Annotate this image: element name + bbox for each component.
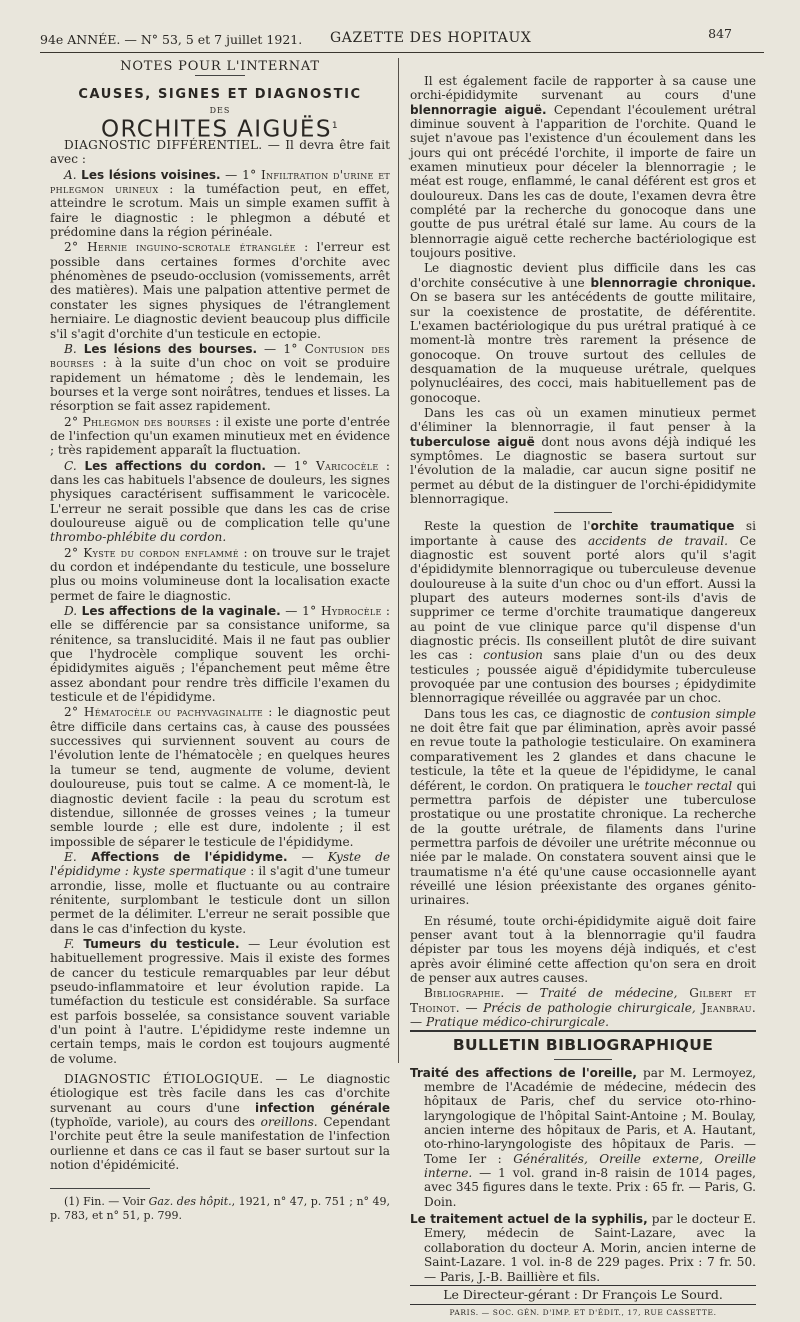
biblio-dash-3: — — [410, 1015, 426, 1029]
r4-italic-2: contusion — [483, 648, 543, 663]
entry1-text: par M. Lermoyez, membre de l'Académie de médecine, médecin des hôpitaux de Paris, chef du service oto-rhino-laryngologique de l'hôpital Saint-Antoine ; M. Boulay, ancien interne des hôpitaux de Paris, et A. Hautant, oto-rhino-laryngologiste des hôpitaux de Paris. — Tome Ier : — [424, 1065, 756, 1166]
b2-text: : il existe une porte d'entrée de l'infection qu'un examen minutieux met en évidence ; très rapidement apparaît la fluctuation. — [50, 414, 390, 458]
b2-label: 2° Phlegmon des bourses — [64, 414, 212, 429]
a1-label: — 1° Infiltration d'urine et phlegmon urineux — [50, 167, 391, 197]
paragraph-e — [50, 850, 390, 936]
d-letter: D. — [64, 604, 78, 619]
footnote — [50, 1195, 390, 1223]
printer-line: PARIS. — SOC. GÉN. D'IMP. ET D'ÉDIT., 17, RUE CASSETTE. — [449, 1308, 717, 1318]
paragraph-r1 — [410, 74, 756, 260]
biblio-label: Bibliographie. — [424, 986, 505, 1001]
d2-label: 2° Hématocèle ou pachyvaginalite — [64, 705, 264, 720]
b1-text: : à la suite d'un choc on voit se produire rapidement un hématome ; dès le lendemain, les bourses et la verge sont noirâtres, tendues et lisses. La résorption se fait assez rapidement. — [50, 356, 390, 414]
a2-text: : l'erreur est possible dans certaines formes d'orchite avec phénomènes de pseudo-occlusion (vomissements, arrêt des matières). Mais une palpation attentive permet de constater les signes physiques de l'étranglement herniaire. Le diagnostic devient beaucoup plus difficile s'il s'agit d'orchite d'un testicule en ectopie. — [50, 240, 390, 341]
paragraph-r5 — [410, 707, 756, 908]
e-italic: Kyste de l'épididyme : kyste spermatique — [50, 849, 390, 879]
footnote-italic: Gaz. des hôpit. — [148, 1195, 232, 1209]
footnote-text1: (1) Fin. — Voir — [64, 1195, 149, 1209]
d1-text: : elle se différencie par sa consistance uniforme, sa rénitence, sa translucidité. Mais il ne faut pas oublier que l'hydrocèle complique souvent les orchi-épididymites aiguës ; l'épanchement peut même être assez abondant pour rendre très difficile l'examen du testicule et de l'épididyme. — [50, 604, 390, 705]
r4-italic-1: accidents de travail. — [587, 533, 728, 548]
etio-italic: oreillons. — [260, 1115, 318, 1130]
director-line: Le Directeur-gérant : Dr François Le Sourd. — [410, 1285, 756, 1305]
e-letter: E. — [64, 849, 77, 864]
r5-text-a: Dans tous les cas, ce diagnostic de — [424, 706, 651, 721]
title-text: ORCHITES AIGUËS — [100, 116, 332, 143]
a2-label: 2° Hernie inguino-scrotale étranglée — [64, 240, 296, 255]
r1-text-a: Il est également facile de rapporter à sa cause une orchi-épididymite survenant au cours d'une — [410, 74, 756, 103]
etio-text2: (typhoïde, variole), au cours des — [50, 1115, 261, 1130]
paragraph-r3 — [410, 406, 756, 506]
paragraph-r2 — [410, 261, 756, 404]
biblio-dash-2: — — [459, 1000, 484, 1015]
r5-italic-2: toucher rectal — [644, 778, 733, 793]
paragraph-a — [50, 168, 390, 240]
entry1-title: Traité des affections de l'oreille, — [410, 1065, 637, 1080]
bulletin-entry-1 — [410, 1066, 756, 1209]
paragraph-b2 — [50, 415, 390, 458]
c-title: Les affections du cordon. — [76, 458, 266, 473]
etio-label: DIAGNOSTIC ÉTIOLOGIQUE. — [64, 1072, 264, 1087]
page-number: 847 — [708, 26, 732, 41]
footnote-text2: , 1921, n° 47, p. 751 ; n° 49, p. 783, et n° 51, p. 799. — [50, 1195, 391, 1223]
r4-text-b: si importante à cause des — [410, 519, 756, 548]
r5-italic-1: contusion simple — [650, 706, 756, 721]
r5-text-c: qui permettra parfois de dépister une tuberculose prostatique ou une prostatite chronique. La recherche de la goutte urétrale, de filaments dans l'urine permettra parfois de dévoiler une urétrite méconnue ou niée par le malade. On constatera souvent ainsi que le traumatisme n'a été qu'une cause occasionnelle ayant réveillé une lésion préexistante des organes génito-urinaires. — [410, 778, 756, 908]
paragraph-r4 — [410, 519, 756, 705]
d2-text: : le diagnostic peut être difficile dans certains cas, à cause des poussées successives qui surviennent souvent au cours de l'évolution lente de l'hématocèle ; en quelques heures la tumeur se tend, augmente de volume, devient douloureuse, puis tout se calme. A ce moment-là, le diagnostic devient facile : la peau du scrotum est distendue, sillonnée de grosses veines ; la tumeur semble lourde ; elle est dure, indolente ; il est impossible de séparer le testicule de l'épididyme. — [50, 705, 390, 849]
short-rule — [195, 75, 245, 76]
right-column — [410, 60, 756, 1322]
section-kicker: NOTES POUR L'INTERNAT — [120, 59, 320, 74]
f-title: Tumeurs du testicule. — [74, 936, 240, 951]
e-text: : il s'agit d'une tumeur arrondie, lisse, molle et fluctuante ou au contraire rénitente, surplombant le testicule dont un sillon permet de la délimiter. L'erreur ne serait possible que dans le cas d'infection du kyste. — [50, 864, 390, 936]
c1-italic: thrombo-phlébite du cordon. — [50, 530, 227, 545]
b1-label: — 1° Contusion des bourses — [50, 341, 390, 371]
r5-text-b: ne doit être fait que par élimination, après avoir passé en revue toute la pathologie testiculaire. On examinera comparativement les 2 glandes et dans chacune le testicule, la tête et la queue de l'épididyme, le canal déférent, le cordon. On pratiquera le — [410, 721, 756, 793]
r2-text-b: On se basera sur les antécédents de goutte militaire, sur la coexistence de prostatite, de déférentite. L'examen bactériologique du pus urétral pratiqué à ce moment-là montre très rarement la présence de gonocoque. On trouve surtout des cellules de desquamation de la muqueuse urétrale, quelques polynucléaires, des cocci, mais habituellement pas de gonocoque. — [410, 290, 756, 405]
bulletin-heading: BULLETIN BIBLIOGRAPHIQUE — [410, 1030, 756, 1052]
paragraph-a2 — [50, 240, 390, 340]
running-header — [40, 26, 772, 48]
title-footnote-mark: 1 — [331, 121, 339, 132]
biblio-title-2: Précis de pathologie chirurgicale, — [483, 1000, 696, 1015]
entry2-text: par le docteur E. Emery, médecin de Saint-Lazare, avec la collaboration du docteur A. Morin, ancien interne de Saint-Lazare. 1 vol. in-8 de 229 pages. Prix : 7 fr. 50. — Paris, J.-B. Baillière et fils. — [424, 1212, 756, 1284]
r4-text-a: Reste la question de l' — [424, 519, 591, 534]
c1-text: : dans les cas habituels l'absence de douleurs, les signes physiques caractérisent suffisamment le varicocèle. L'erreur ne serait possible que dans les cas de crise douloureuse aiguë ou de complication telle qu'une — [50, 458, 391, 530]
etio-text3: Cependant l'orchite peut être la seule manifestation de l'infection ourlienne et dans ce cas il faut se baser surtout sur la notion d'épidémicité. — [50, 1115, 390, 1173]
f-letter: F. — [64, 936, 75, 951]
a-title: Les lésions voisines. — [76, 167, 221, 182]
etio-text1: — Le diagnostic étiologique est très facile dans les cas d'orchite survenant au cours d'une — [50, 1072, 390, 1115]
c-letter: C. — [64, 458, 77, 473]
etio-bold: infection générale — [254, 1100, 390, 1115]
r3-text-b: dont nous avons déjà indiqué les symptômes. Le diagnostic se basera surtout sur l'évolution de la maladie, car aucun signe positif ne permet au début de la distinguer de l'orchi-épididymite blennorragique. — [410, 434, 756, 506]
paragraph-d — [50, 604, 390, 704]
header-rule — [40, 52, 764, 53]
d-title: Les affections de la vaginale. — [77, 604, 281, 619]
biblio-author-2: Jeanbrau. — [695, 1000, 756, 1015]
r2-text-a: Le diagnostic devient plus difficile dans les cas d'orchite consécutive à une — [410, 261, 756, 290]
r1-text-b: Cependant l'écoulement urétral diminue souvent à l'apparition de l'orchite. Quand le sujet n'avoue pas l'existence d'un écoulement dans les jours qui ont précédé l'orchite, il importe de faire un examen minutieux pour déceler la blennorragie ; le méat est rouge, enflammé, le canal déférent est gros et douloureux. Dans les cas de doute, l'examen devra être complété par la recherche du gonocoque dans une goutte de pus urétral étalé sur lame. Au cours de la blennorragie aiguë cette recherche bactériologique est toujours positive. — [410, 102, 757, 261]
bulletin-entry-2 — [410, 1212, 756, 1284]
entry2-title: Le traitement actuel de la syphilis, — [410, 1212, 648, 1227]
c2-label: 2° Kyste du cordon enflammé — [64, 545, 239, 560]
column-rule — [398, 58, 399, 1063]
b-letter: B. — [64, 341, 77, 356]
e-title: Affections de l'épididyme. — [76, 849, 288, 864]
r3-bold: tuberculose aiguë — [410, 434, 535, 449]
entry1-italic: Généralités, Oreille externe, Oreille interne. — [424, 1151, 756, 1181]
b-title: Les lésions des bourses. — [76, 341, 258, 356]
bulletin-rule — [554, 1059, 612, 1060]
biblio-author-1: Gilbert et Thoinot. — [410, 986, 756, 1015]
c1-label: — 1° Varicocèle — [265, 458, 379, 473]
diff-text: — Il devra être fait avec : — [50, 138, 390, 167]
e-dash: — — [287, 849, 328, 864]
biblio-title-3: Pratique médico-chirurgicale. — [425, 1015, 609, 1029]
issue-info: 94e ANNÉE. — N° 53, 5 et 7 juillet 1921. — [40, 32, 303, 47]
r4-text-c: Ce diagnostic est souvent porté alors qu'il s'agit d'épididymite blennorragique ou tuberculeuse devenue douloureuse à la suite d'un choc ou d'un effort. Aussi la plupart des auteurs modernes sont-ils d'avis de supprimer ce terme d'orchite traumatique dangereux au point de vue clinique parce qu'il dispense d'un diagnostic précis. Ils conseillent plutôt de dire suivant les cas : — [410, 533, 756, 663]
r1-bold: blennorragie aiguë. — [410, 102, 547, 117]
article-des: DES — [209, 105, 231, 115]
r4-bold: orchite traumatique — [590, 519, 735, 534]
left-column — [50, 60, 390, 1224]
paragraph-c2 — [50, 546, 390, 603]
d1-label: — 1° Hydrocèle — [280, 604, 382, 619]
biblio-dash-1: — — [504, 986, 540, 1001]
footnote-rule — [50, 1188, 150, 1189]
article-title — [50, 116, 390, 143]
a1-text: : la tuméfaction peut, en effet, atteindre le scrotum. Mais un simple examen suffit à faire le diagnostic : le phlegmon a débuté et prédomine dans la région périnéale. — [50, 182, 391, 240]
f-text: — Leur évolution est habituellement progressive. Mais il existe des formes de cancer du testicule remarquables par leur début pseudo-inflammatoire et leur évolution rapide. La tuméfaction du testicule est considérable. Sa surface est parfois bosselée, sa consistance souvent variable d'un point à l'autre. L'épididyme reste indemne un certain temps, mais le cordon est toujours augmenté de volume. — [50, 936, 390, 1066]
r3-text-a: Dans les cas où un examen minutieux permet d'éliminer la blennorragie, il faut penser à la — [410, 405, 756, 435]
bibliography — [410, 986, 756, 1029]
paragraph-diff — [50, 138, 390, 167]
c2-text: : on trouve sur le trajet du cordon et indépendante du testicule, une bosselure plus ou moins volumineuse dont la localisation exacte permet de faire le diagnostic. — [50, 545, 390, 603]
paragraph-r6: En résumé, toute orchi-épididymite aiguë doit faire penser avant tout à la blennorragie qu'il faudra dépister par tous les moyens déjà indiqués, et c'est après avoir éliminé cette affection qu'on sera en droit de penser aux autres causes. — [410, 913, 756, 985]
paragraph-f — [50, 937, 390, 1066]
paragraph-d2 — [50, 705, 390, 848]
r2-bold: blennorragie chronique. — [590, 275, 756, 290]
a-letter: A. — [64, 167, 77, 182]
entry1-end: — 1 vol. grand in-8 raisin de 1014 pages, avec 345 figures dans le texte. Prix : 65 fr. — Paris, G. Doin. — [424, 1166, 756, 1209]
paragraph-etio — [50, 1072, 390, 1172]
paragraph-b — [50, 342, 390, 414]
r4-text-d: sans plaie d'un ou des deux testicules ; poussée aiguë d'épididymite tuberculeuse provoquée par une contusion des bourses ; épidydimite blennorragique réveillée ou aggravée par un choc. — [410, 648, 757, 706]
journal-title: GAZETTE DES HOPITAUX — [330, 30, 532, 46]
article-supertitle: CAUSES, SIGNES ET DIAGNOSTIC — [78, 87, 362, 103]
paragraph-c — [50, 459, 390, 545]
diff-label: DIAGNOSTIC DIFFÉRENTIEL. — [64, 138, 263, 153]
short-rule-right — [554, 512, 612, 513]
biblio-title-1: Traité de médecine, — [539, 986, 678, 1001]
